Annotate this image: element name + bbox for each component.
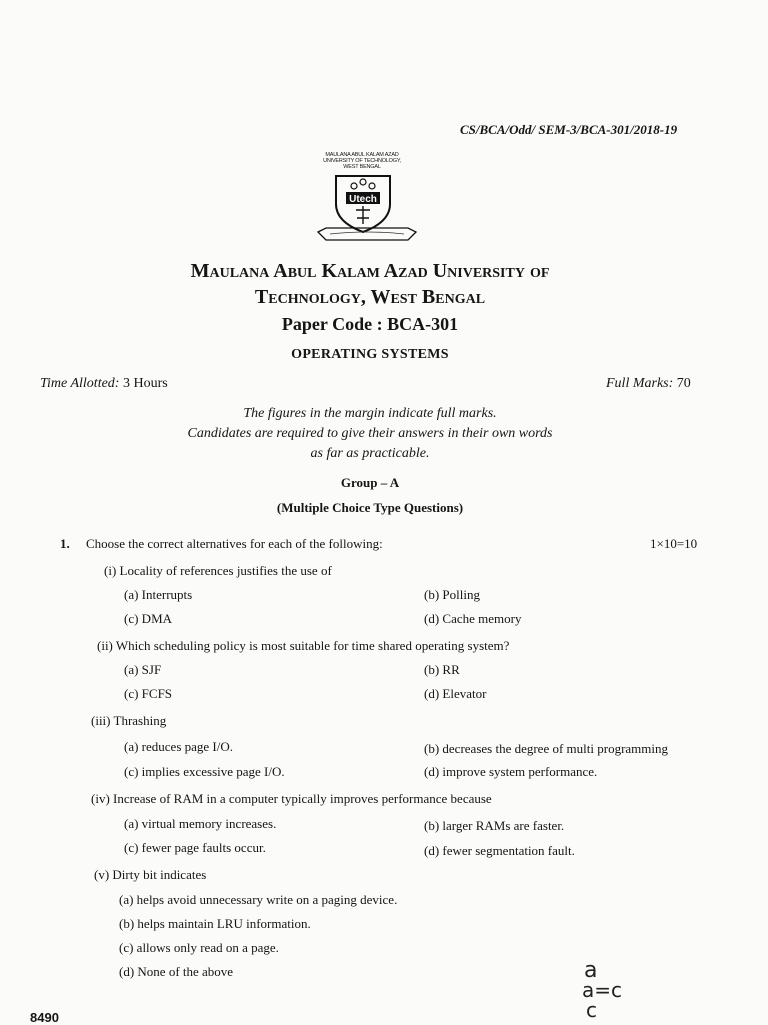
option-c: (c) fewer page faults occur.: [124, 840, 266, 855]
logo-emblem-icon: [312, 152, 432, 248]
marks-label: Full Marks:: [606, 376, 674, 391]
question-text: Choose the correct alternatives for each of the following:: [86, 536, 383, 551]
question-marks: 1×10=10: [650, 536, 698, 551]
subquestion-text: Dirty bit indicates: [112, 867, 207, 882]
subquestion-text: Thrashing: [113, 713, 167, 728]
option-b: (b) Polling: [424, 587, 480, 602]
option-c: (c) DMA: [124, 611, 173, 626]
group-type: (Multiple Choice Type Questions): [276, 500, 464, 515]
page-footer-number: 8490: [30, 1010, 59, 1025]
instruction-line-3: as far as practicable.: [310, 446, 430, 461]
time-label: Time Allotted:: [40, 376, 120, 391]
subquestion-text: Increase of RAM in a computer typically improves performance because: [113, 791, 492, 806]
logo-text-line-2: UNIVERSITY OF TECHNOLOGY,: [323, 158, 401, 164]
time-allotted: [40, 376, 168, 392]
university-name-line-1: Maulana Abul Kalam Azad University of: [190, 260, 550, 282]
subquestion-5: [94, 867, 206, 883]
subquestion-3: [91, 713, 166, 729]
university-name-line-2: Technology, West Bengal: [254, 286, 486, 308]
subquestion-label: (v): [94, 867, 110, 882]
option-a: (a) Interrupts: [124, 587, 193, 602]
option-b: (b) RR: [424, 662, 460, 677]
subquestion-text: Which scheduling policy is most suitable for time shared operating system?: [115, 638, 510, 653]
option-c: (c) FCFS: [124, 686, 173, 701]
option-b: (b) decreases the degree of multi programming: [424, 741, 669, 756]
option-d: (d) Elevator: [424, 686, 487, 701]
handwritten-mark-3: c: [586, 998, 597, 1022]
option-b: (b) larger RAMs are faster.: [424, 818, 565, 833]
instruction-line-1: The figures in the margin indicate full marks.: [243, 406, 497, 421]
question-number: 1.: [60, 536, 70, 551]
logo-text-line-3: WEST BENGAL: [343, 164, 381, 170]
subquestion-label: (iv): [91, 791, 110, 806]
instruction-line-2: Candidates are required to give their answers in their own words: [187, 426, 553, 441]
subquestion-1: [104, 563, 332, 579]
subquestion-text: Locality of references justifies the use of: [119, 563, 332, 578]
option-b: (b) helps maintain LRU information.: [119, 916, 311, 931]
option-a: (a) virtual memory increases.: [124, 816, 277, 831]
handwritten-mark-1: a: [584, 958, 598, 983]
option-c: (c) allows only read on a page.: [119, 940, 279, 955]
option-d: (d) None of the above: [119, 964, 234, 979]
subquestion-4: [91, 791, 492, 807]
option-d: (d) improve system performance.: [424, 764, 598, 779]
option-a: (a) SJF: [124, 662, 162, 677]
full-marks: [606, 376, 691, 392]
instructions: [0, 404, 740, 464]
marks-value: 70: [676, 376, 691, 391]
option-a: (a) helps avoid unnecessary write on a paging device.: [119, 892, 398, 907]
paper-reference-code: CS/BCA/Odd/ SEM-3/BCA-301/2018-19: [460, 122, 678, 137]
university-name: [0, 258, 740, 310]
logo-text-line-1: MAULANA ABUL KALAM AZAD: [325, 152, 399, 158]
option-d: (d) Cache memory: [424, 611, 522, 626]
university-logo: [312, 152, 432, 248]
subquestion-label: (ii): [97, 638, 113, 653]
subquestion-2: [97, 638, 509, 654]
option-a: (a) reduces page I/O.: [124, 739, 233, 754]
time-value: 3 Hours: [122, 376, 168, 391]
option-d: (d) fewer segmentation fault.: [424, 843, 575, 858]
subquestion-label: (iii): [91, 713, 111, 728]
group-heading: Group – A: [340, 475, 400, 490]
paper-code: Paper Code : BCA-301: [281, 314, 459, 334]
option-c: (c) implies excessive page I/O.: [124, 764, 285, 779]
handwritten-mark-2: a=c: [582, 978, 623, 1002]
subject-title: OPERATING SYSTEMS: [291, 347, 449, 362]
subquestion-label: (i): [104, 563, 117, 578]
logo-badge-text: Utech: [349, 194, 377, 205]
